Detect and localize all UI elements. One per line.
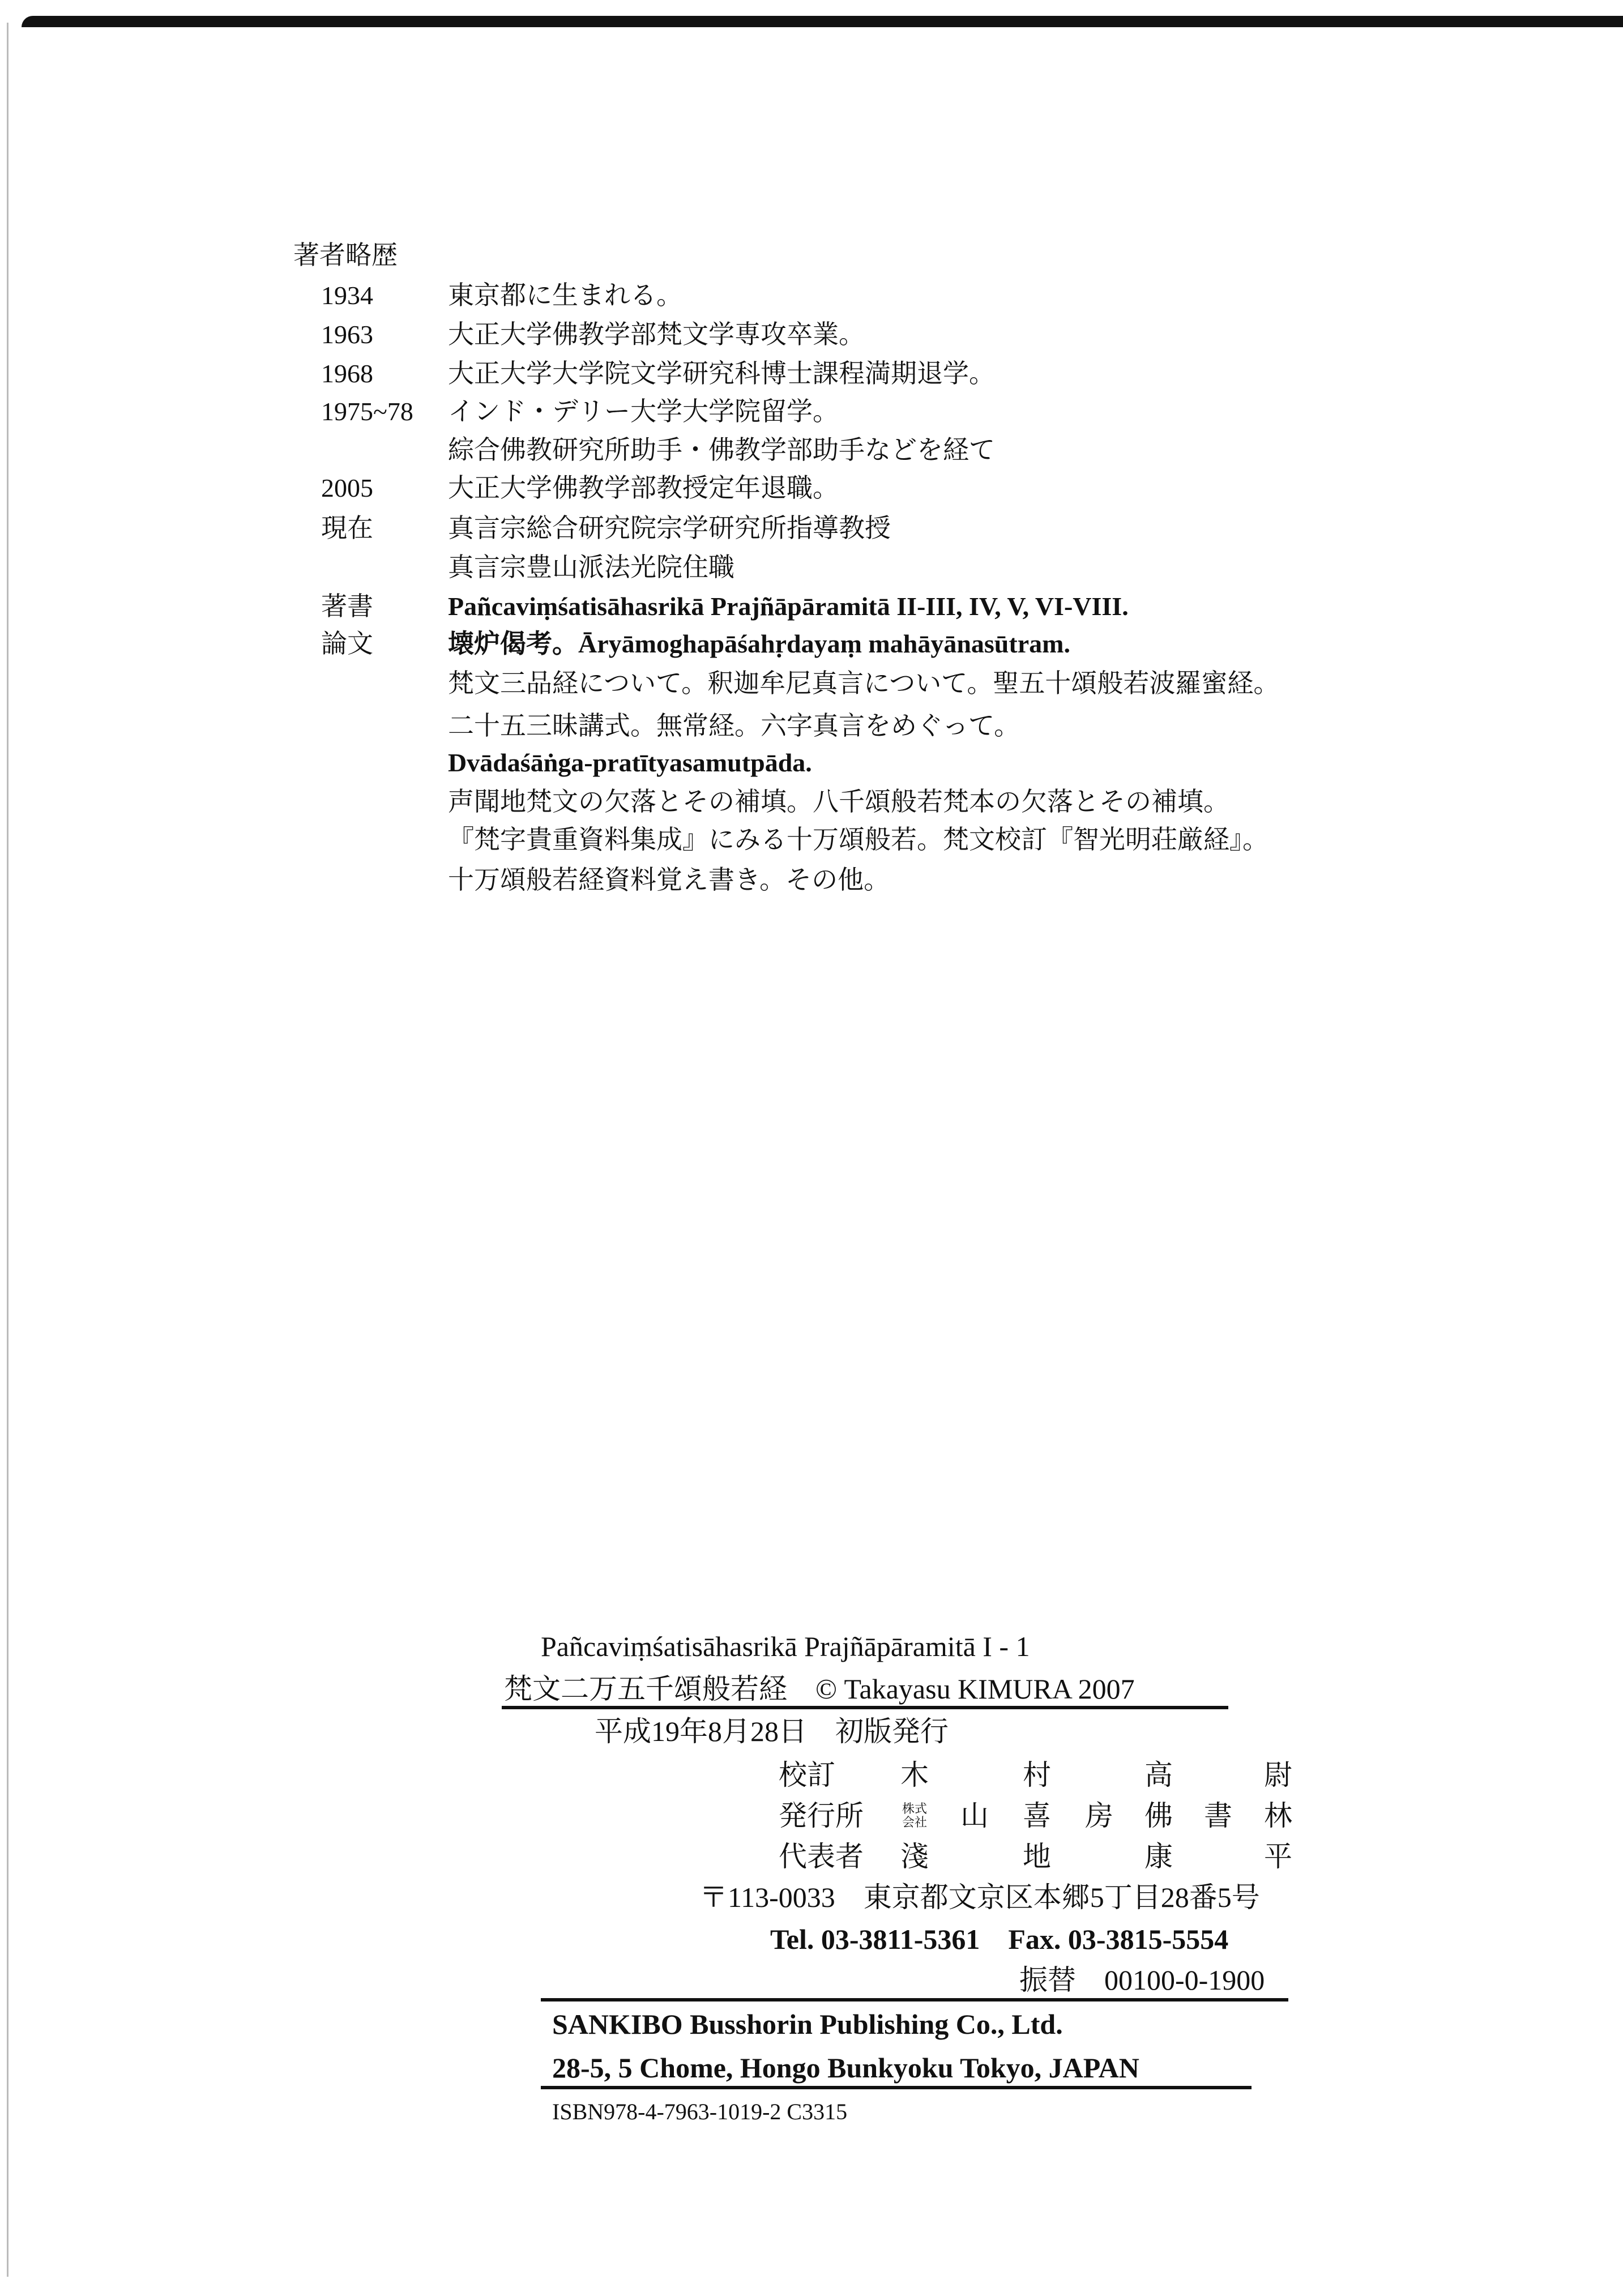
bio-entry-label: 1975~78 <box>321 397 413 426</box>
bio-entry-label: 現在 <box>321 514 373 543</box>
representative-name-char: 康 <box>1144 1841 1173 1872</box>
bio-entry-text: 『梵字貴重資料集成』にみる十万頌般若。梵文校訂『智光明荘厳経』。 <box>448 825 1268 854</box>
representative-role: 代表者 <box>779 1841 864 1872</box>
editor-role: 校訂 <box>779 1759 835 1791</box>
bio-entry-label: 2005 <box>321 473 373 502</box>
editor-name-char: 村 <box>1023 1759 1051 1791</box>
bio-entry-text: 二十五三昧講式。無常経。六字真言をめぐって。 <box>448 711 1020 740</box>
bio-entry-label: 著書 <box>321 592 373 621</box>
bio-entry-label: 論文 <box>321 629 373 658</box>
company-english: SANKIBO Busshorin Publishing Co., Ltd. <box>552 2008 1063 2040</box>
bio-entry-text: 声聞地梵文の欠落とその補填。八千頌般若梵本の欠落とその補填。 <box>448 787 1229 816</box>
scan-top-border <box>22 16 1623 27</box>
bio-entry-text: Pañcaviṃśatisāhasrikā Prajñāpāramitā II-III, IV, V, VI-VIII. <box>448 592 1129 621</box>
publisher-name-char: 房 <box>1085 1800 1113 1832</box>
bio-entry-text: 綜合佛教研究所助手・佛教学部助手などを経て <box>448 436 995 464</box>
address-english: 28-5, 5 Chome, Hongo Bunkyoku Tokyo, JAPAN <box>552 2052 1139 2084</box>
bio-entry-text: 大正大学佛教学部教授定年退職。 <box>448 473 839 502</box>
editor-name-char: 高 <box>1144 1759 1173 1791</box>
publisher-name-char: 喜 <box>1023 1800 1051 1832</box>
colophon-title-roman: Pañcaviṃśatisāhasrikā Prajñāpāramitā I - 1 <box>541 1631 1030 1662</box>
postal-address: 〒113-0033 東京都文京区本郷5丁目28番5号 <box>699 1881 1260 1913</box>
publisher-name-char: 林 <box>1264 1800 1292 1832</box>
bio-entry-text: 東京都に生まれる。 <box>448 281 682 310</box>
bio-entry-text: 真言宗豊山派法光院住職 <box>448 553 734 582</box>
representative-name-char: 淺 <box>900 1841 929 1872</box>
bio-entry-text: 大正大学佛教学部梵文学専攻卒業。 <box>448 320 865 349</box>
corporation-mark: 株式会社 <box>902 1802 927 1829</box>
representative-name-char: 平 <box>1264 1841 1292 1872</box>
bio-entry-text: 梵文三品経について。釈迦牟尼真言について。聖五十頌般若波羅蜜経。 <box>448 669 1280 698</box>
publisher-role: 発行所 <box>779 1800 864 1832</box>
bio-entry-text: 真言宗総合研究院宗学研究所指導教授 <box>448 514 891 543</box>
scan-left-edge <box>7 23 8 2277</box>
bio-entry-text: 十万頌般若経資料覚え書き。その他。 <box>448 865 890 894</box>
bio-entry-text: インド・デリー大学大学院留学。 <box>448 397 839 426</box>
title-underline <box>502 1706 1228 1709</box>
bio-entry-label: 1968 <box>321 359 373 388</box>
address-underline <box>541 2086 1252 2089</box>
bio-entry-text: Dvādaśāṅga-pratītyasamutpāda. <box>448 748 812 777</box>
publisher-name-char: 山 <box>960 1800 989 1832</box>
editor-name-char: 尉 <box>1264 1759 1292 1791</box>
publication-date: 平成19年8月28日 初版発行 <box>595 1715 949 1747</box>
colophon-title-jp: 梵文二万五千頌般若経 © Takayasu KIMURA 2007 <box>504 1673 1135 1705</box>
publisher-name-char: 佛 <box>1144 1800 1173 1832</box>
publisher-name-char: 書 <box>1204 1800 1232 1832</box>
bio-entry-label: 1934 <box>321 281 373 310</box>
colophon-rule <box>541 1998 1288 2001</box>
bio-entry-text: 壊炉偈考。Āryāmoghapāśahṛdayaṃ mahāyānasūtram. <box>448 629 1070 658</box>
isbn: ISBN978-4-7963-1019-2 C3315 <box>552 2099 848 2124</box>
representative-name-char: 地 <box>1023 1841 1051 1872</box>
bio-entry-label: 1963 <box>321 320 373 349</box>
editor-name-char: 木 <box>900 1759 929 1791</box>
postal-transfer: 振替 00100-0-1900 <box>1019 1964 1265 1996</box>
bio-entry-text: 大正大学大学院文学研究科博士課程満期退学。 <box>448 359 995 388</box>
tel-fax: Tel. 03-3811-5361 Fax. 03-3815-5554 <box>770 1923 1229 1955</box>
bio-heading: 著者略歴 <box>293 241 398 270</box>
